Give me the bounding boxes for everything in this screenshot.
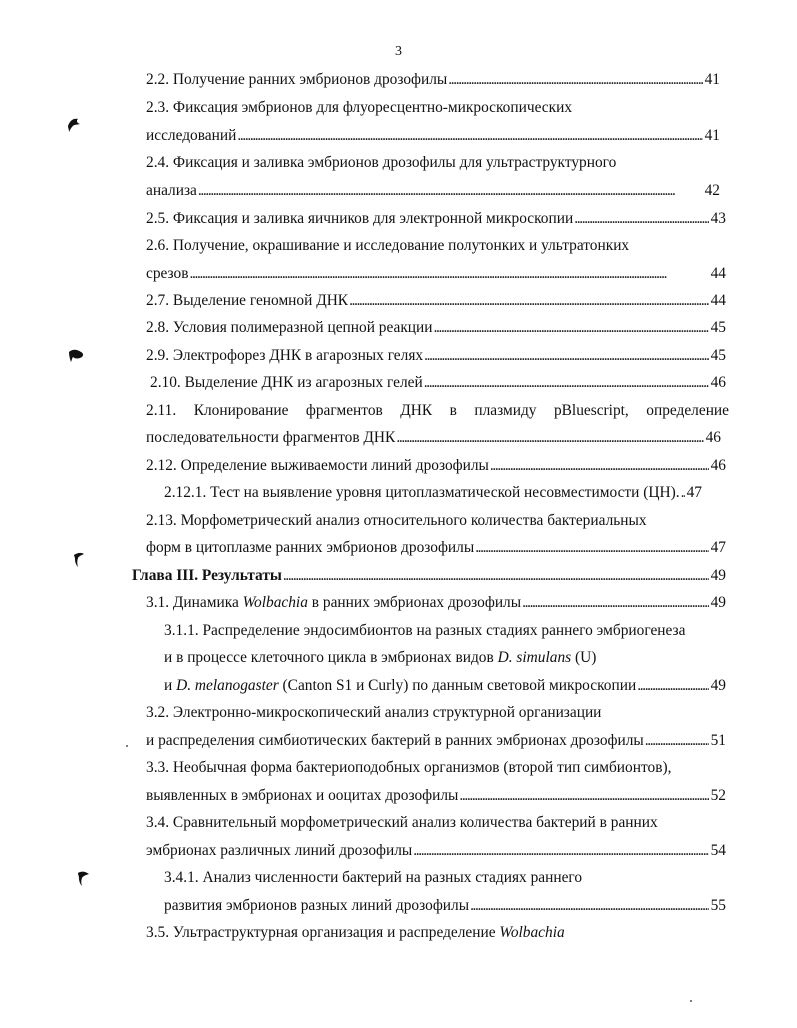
toc-entry [146,729,726,753]
toc-entry-text: 2.4. Фиксация и заливка эмбрионов дрозофилы для ультраструктурного [146,154,617,171]
toc-entry [146,591,726,615]
dot-leader [434,316,709,340]
toc-entry-text: форм в цитоплазме ранних эмбрионов дрозофилы [146,539,475,556]
toc-entry-text: 3.4. Сравнительный морфометрический анализ количества бактерий в ранних [146,814,658,831]
speck [126,745,128,747]
toc-page-number: 45 [710,347,726,364]
dot-leader [645,729,709,753]
toc-page-number: 45 [710,319,726,336]
toc-page-number: 49 [710,567,726,584]
chapter-heading [132,564,726,588]
toc-entry [146,839,726,863]
toc-entry-text: и распределения симбиотических бактерий в ранних эмбрионах дрозофилы [146,732,644,749]
dot-leader [190,262,709,286]
toc-entry [146,701,726,725]
toc-entry [164,674,726,698]
dot-leader [349,289,709,313]
dot-leader [237,124,702,148]
toc-entry-text: выявленных в эмбрионах и ооцитах дрозофилы [146,787,459,804]
toc-page-number: 54 [710,842,726,859]
toc-entry-text: 2.7. Выделение геномной ДНК [146,292,349,309]
toc-entry [146,207,726,231]
toc-entry-text: и D. melanogaster (Canton S1 и Curly) по данным световой микроскопии [164,677,637,694]
toc-page-number: 44 [710,265,726,282]
toc-page-number: 43 [710,210,726,227]
margin-mark-icon [64,112,86,134]
toc-entry-text: 2.12. Определение выживаемости линий дрозофилы [146,457,489,474]
toc-entry [146,921,726,945]
toc-entry [164,894,726,918]
toc-entry [164,646,730,670]
toc-entry-text: 2.3. Фиксация эмбрионов для флуоресцентно-микроскопических [146,99,573,116]
toc-entry [146,536,726,560]
dot-leader [459,784,708,808]
toc-entry [146,811,726,835]
toc-entry-text: 2.9. Электрофорез ДНК в агарозных гелях [146,347,424,364]
toc-entry-text: 3.5. Ультраструктурная организация и распределение Wolbachia [146,924,565,941]
margin-mark-icon [70,547,92,569]
toc-entry-text: и в процессе клеточного цикла в эмбрионах видов D. simulans (U) [164,649,597,666]
toc-entry [164,866,726,890]
toc-entry-text: 2.13. Морфометрический анализ относительного количества бактериальных [146,512,647,529]
toc-entry [146,151,720,175]
toc-page-number: 51 [710,732,726,749]
dot-leader [396,426,703,450]
toc-page-number: 49 [710,594,726,611]
toc-entry [146,289,726,313]
toc-entry [146,262,726,286]
toc-entry [146,454,726,478]
dot-leader [522,591,709,615]
margin-mark-icon [74,866,96,888]
toc-entry-text: 3.1.1. Распределение эндосимбионтов на разных стадиях раннего эмбриогенеза [164,622,686,639]
toc-entry [146,316,726,340]
toc-page-number: 47 [710,539,726,556]
dot-leader [424,371,709,395]
toc-entry [164,481,730,505]
toc-entry [146,344,726,368]
dot-leader [283,564,709,588]
dot-leader [637,674,708,698]
toc-entry-text: 3.1. Динамика Wolbachia в ранних эмбрионах дрозофилы [146,594,522,611]
toc-page-number: 41 [704,127,720,144]
toc-entry-text: Глава III. Результаты [132,567,282,584]
toc-entry-text: анализа [146,182,197,199]
page-number: 3 [395,44,402,59]
toc-entry-text: 2.11. Клонирование фрагментов ДНК в плазмиду pBluescript, определение [146,402,729,419]
dot-leader [574,207,708,231]
toc-entry-text: 2.10. Выделение ДНК из агарозных гелей [150,374,423,391]
toc-entry [146,68,720,92]
toc-entry [146,179,720,203]
toc-entry [146,784,726,808]
toc-entry [146,234,720,258]
toc-page-number: 49 [710,677,726,694]
toc-entry-text: 2.12.1. Тест на выявление уровня цитоплазматической несовместимости (ЦН). [164,484,680,501]
dot-leader [413,839,708,863]
toc-entry [146,509,720,533]
toc-entry [146,96,720,120]
dot-leader [424,344,709,368]
toc-page-number: 41 [704,71,720,88]
toc-entry-text: срезов [146,265,189,282]
toc-page-number: 55 [710,897,726,914]
margin-mark-icon [66,344,88,366]
dot-leader [198,179,703,203]
dot-leader [470,894,709,918]
toc-entry-text: 2.2. Получение ранних эмбрионов дрозофилы [146,71,448,88]
toc-page-number: 44 [710,292,726,309]
toc-entry-text: 3.3. Необычная форма бактериоподобных организмов (второй тип симбионтов), [146,759,672,776]
toc-page-number: 46 [710,374,726,391]
toc-page-number: 46 [705,429,721,446]
toc-entry [146,426,721,450]
toc-entry [146,756,730,780]
toc-entry-text: развития эмбрионов разных линий дрозофилы [164,897,470,914]
dot-leader [448,68,702,92]
toc-entry [146,399,729,423]
toc-entry-text: последовательности фрагментов ДНК [146,429,396,446]
toc-entry-text: 3.2. Электронно-микроскопический анализ структурной организации [146,704,602,721]
toc-page-number: 52 [710,787,726,804]
toc-entry-text: исследований [146,127,237,144]
speck [690,1000,692,1002]
toc-page-number: 42 [704,182,720,199]
toc-entry-text: эмбрионах различных линий дрозофилы [146,842,413,859]
toc-entry-text: 2.6. Получение, окрашивание и исследование полутонких и ультратонких [146,237,630,254]
dot-leader [475,536,708,560]
dot-leader [681,481,685,505]
toc-entry [164,619,730,643]
toc-page-number: 47 [686,484,702,501]
toc-entry-text: 3.4.1. Анализ численности бактерий на разных стадиях раннего [164,869,583,886]
toc-entry-text: 2.5. Фиксация и заливка яичников для электронной микроскопии [146,210,574,227]
toc-entry-text: 2.8. Условия полимеразной цепной реакции [146,319,433,336]
toc-entry [146,124,720,148]
toc-entry [150,371,726,395]
toc-page-number: 46 [710,457,726,474]
dot-leader [490,454,709,478]
